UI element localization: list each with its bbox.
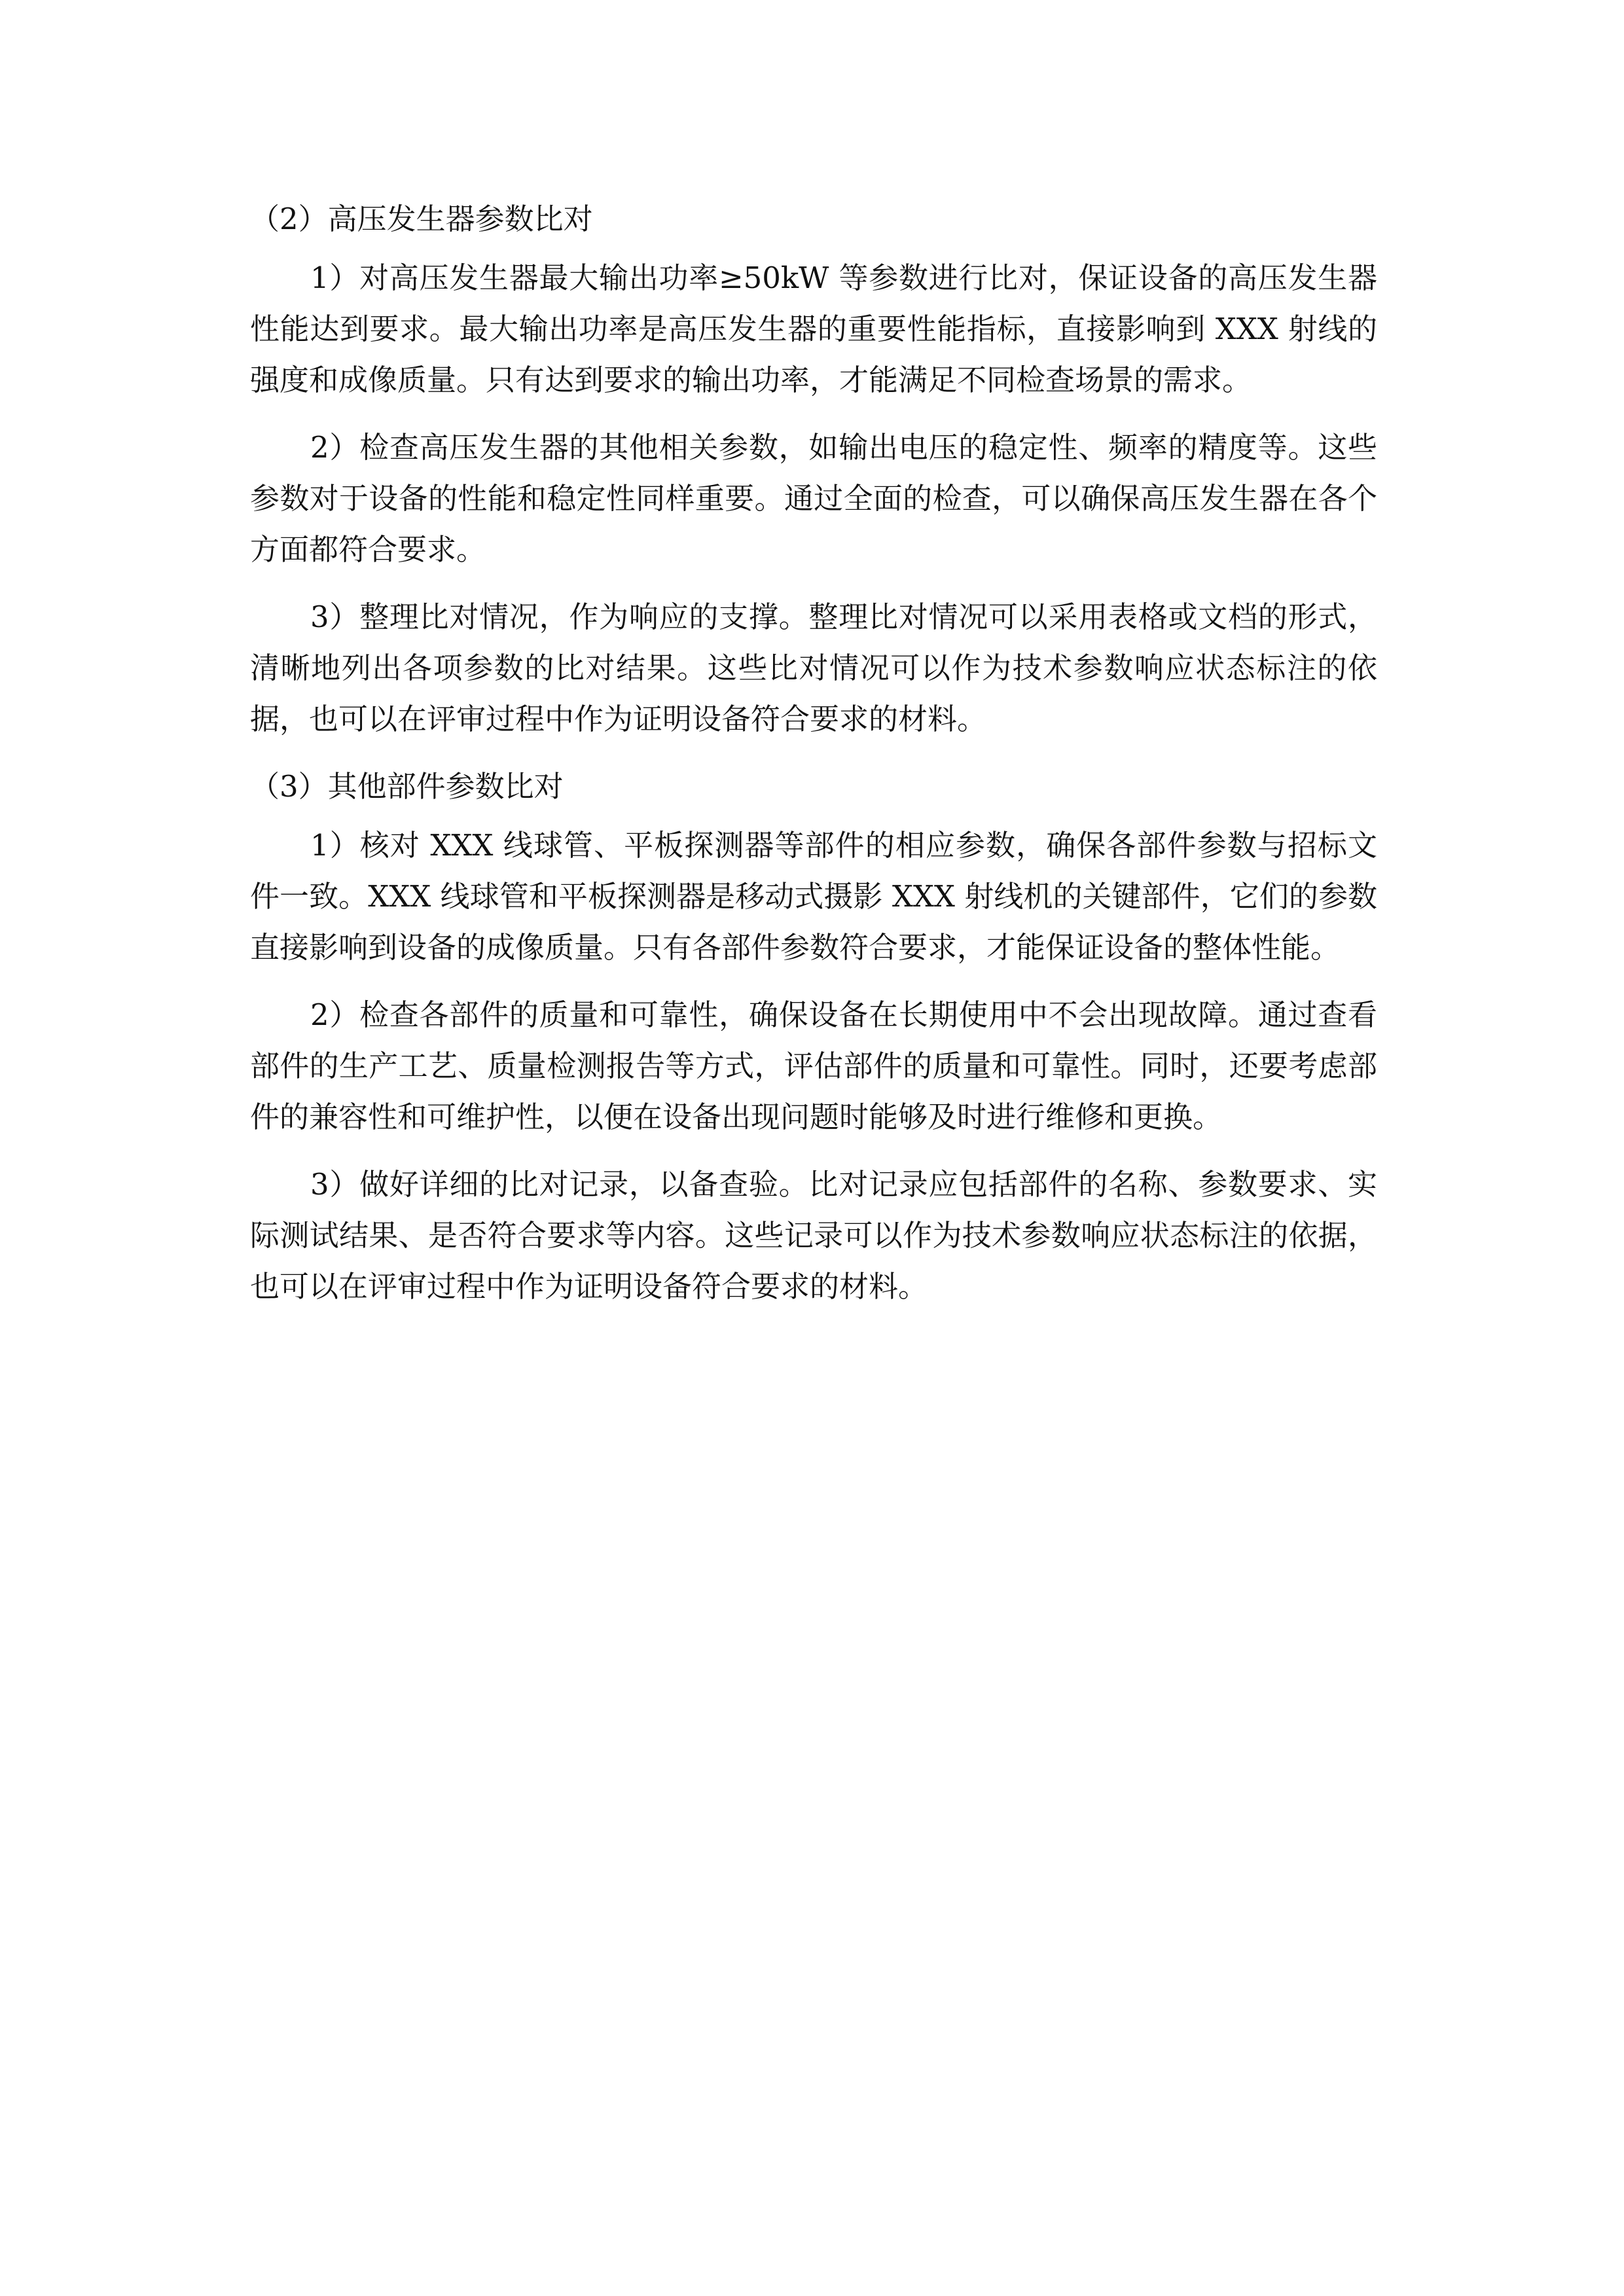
paragraph: 2）检查各部件的质量和可靠性，确保设备在长期使用中不会出现故障。通过查看部件的生产工艺、质量检测报告等方式，评估部件的质量和可靠性。同时，还要考虑部件的兼容性和可维护性，以便在设备出现问题时能够及时进行维修和更换。	[250, 997, 1377, 1134]
paragraph: 3）整理比对情况，作为响应的支撑。整理比对情况可以采用表格或文档的形式，清晰地列出各项参数的比对结果。这些比对情况可以作为技术参数响应状态标注的依据，也可以在评审过程中作为证明设备符合要求的材料。	[250, 600, 1377, 736]
section-high-voltage-generator	[250, 194, 1377, 745]
paragraph: 2）检查高压发生器的其他相关参数，如输出电压的稳定性、频率的精度等。这些参数对于设备的性能和稳定性同样重要。通过全面的检查，可以确保高压发生器在各个方面都符合要求。	[250, 430, 1377, 567]
paragraph: 3）做好详细的比对记录，以备查验。比对记录应包括部件的名称、参数要求、实际测试结果、是否符合要求等内容。这些记录可以作为技术参数响应状态标注的依据，也可以在评审过程中作为证明设备符合要求的材料。	[250, 1167, 1377, 1304]
section-other-components	[250, 761, 1377, 1312]
document-body	[250, 194, 1377, 1329]
section-heading: （2）高压发生器参数比对	[250, 202, 593, 236]
paragraph: 1）核对 XXX 线球管、平板探测器等部件的相应参数，确保各部件参数与招标文件一致。XXX 线球管和平板探测器是移动式摄影 XXX 射线机的关键部件，它们的参数直接影响到设备的成像质量。只有各部件参数符合要求，才能保证设备的整体性能。	[250, 828, 1377, 965]
section-heading: （3）其他部件参数比对	[250, 769, 564, 804]
paragraph: 1）对高压发生器最大输出功率≥50kW 等参数进行比对，保证设备的高压发生器性能达到要求。最大输出功率是高压发生器的重要性能指标，直接影响到 XXX 射线的强度和成像质量。只有达到要求的输出功率，才能满足不同检查场景的需求。	[250, 260, 1377, 397]
